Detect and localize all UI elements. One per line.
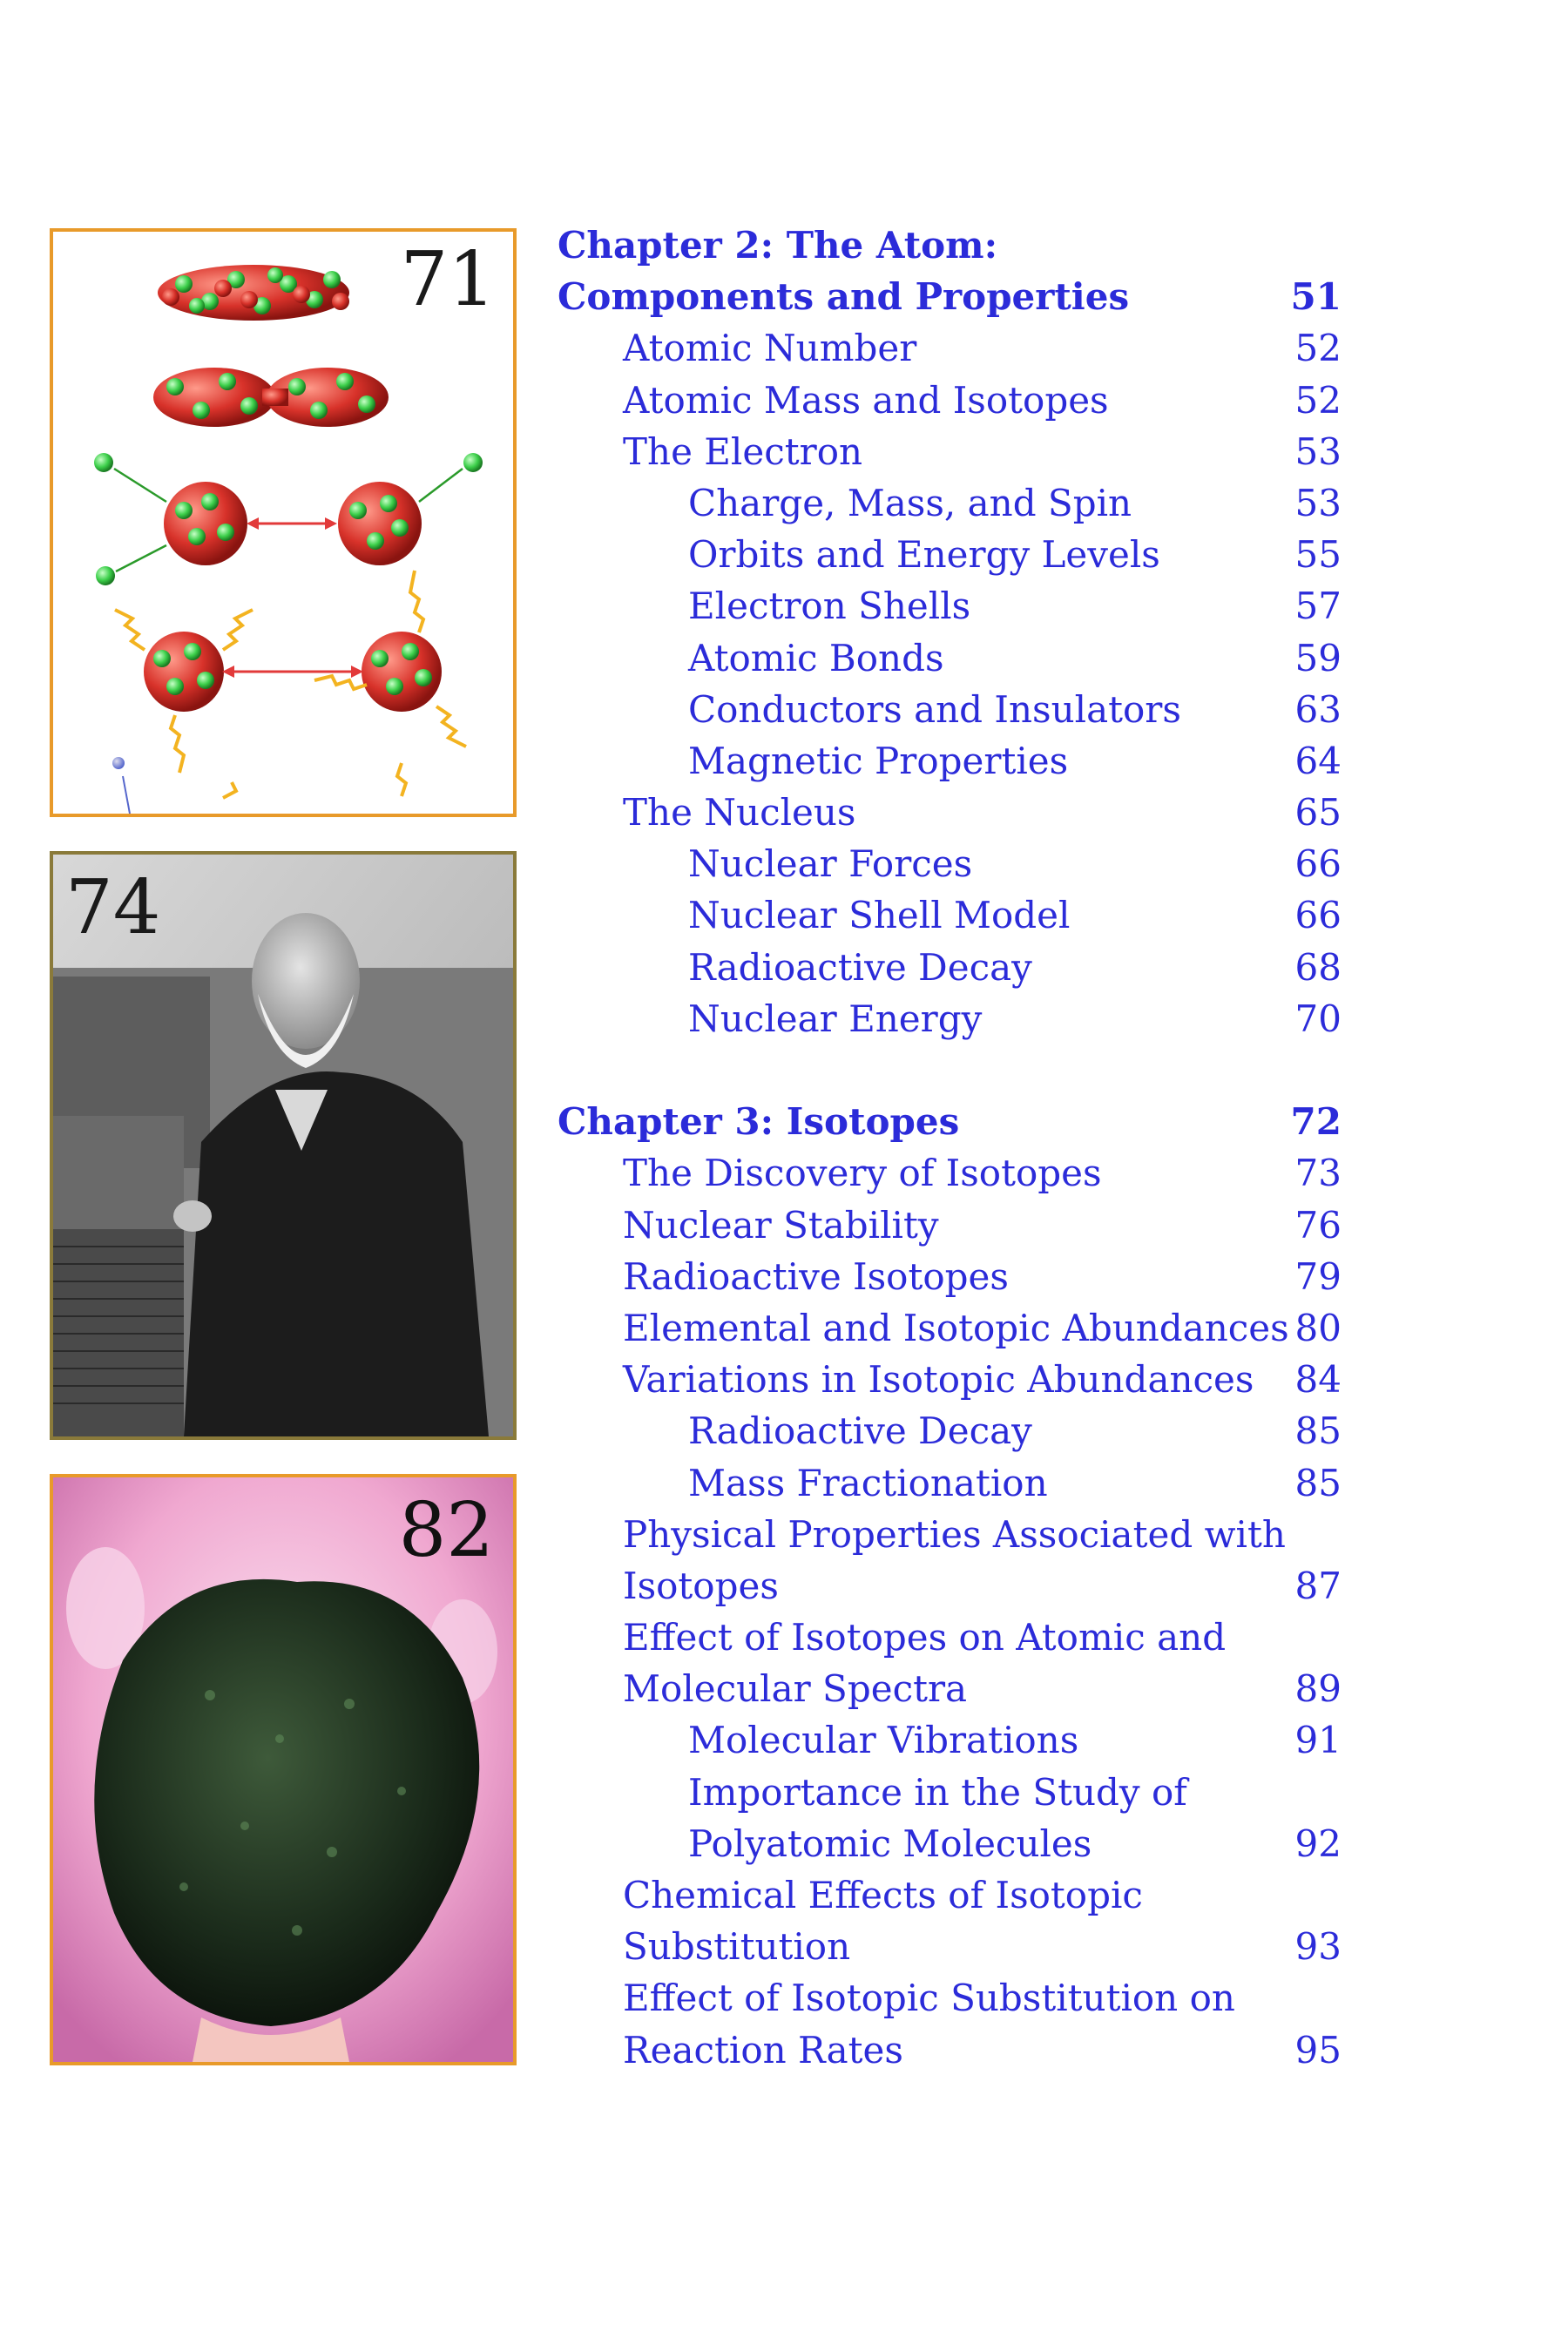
entry-title: Effect of Isotopic Substitution on (623, 1977, 1235, 2020)
page-number: 55 (1294, 533, 1342, 577)
figure-number: 74 (65, 864, 161, 951)
entry-title: Nuclear Shell Model (688, 894, 1071, 937)
page-number: 51 (1290, 275, 1342, 319)
page-number: 63 (1294, 687, 1342, 731)
entry-title: Magnetic Properties (688, 739, 1069, 782)
entry-title: Reaction Rates (623, 2028, 903, 2072)
toc-entry[interactable] (558, 838, 1342, 889)
page-number: 53 (1294, 429, 1342, 473)
page-number: 66 (1294, 894, 1342, 937)
page-number: 52 (1294, 327, 1342, 370)
chapter-title: Components and Properties (558, 275, 1130, 319)
chapter-heading[interactable] (558, 1096, 1342, 1147)
toc-entry[interactable] (558, 1972, 1342, 2024)
entry-title: Mass Fractionation (688, 1461, 1048, 1504)
jacket (184, 1071, 489, 1436)
entry-title: Importance in the Study of (688, 1770, 1187, 1814)
nucleus-splitting (153, 368, 389, 427)
entry-title: Orbits and Energy Levels (688, 533, 1160, 577)
entry-title: Atomic Mass and Isotopes (623, 378, 1109, 422)
page-number: 70 (1294, 997, 1342, 1040)
entry-title: Conductors and Insulators (688, 687, 1181, 731)
entry-title: Effect of Isotopes on Atomic and (623, 1616, 1227, 1659)
entry-title: Polyatomic Molecules (688, 1821, 1092, 1865)
page-number: 95 (1294, 2028, 1342, 2072)
page-number: 87 (1294, 1564, 1342, 1607)
toc-entry[interactable] (558, 1818, 1342, 1869)
toc-entry[interactable] (558, 1560, 1342, 1612)
page-number: 52 (1294, 378, 1342, 422)
page-number: 72 (1290, 1100, 1342, 1144)
toc-entry[interactable] (558, 1612, 1342, 1663)
toc-entry[interactable] (558, 889, 1342, 941)
entry-title: The Discovery of Isotopes (623, 1152, 1102, 1195)
entry-title: Radioactive Decay (688, 945, 1032, 989)
entry-title: The Nucleus (623, 791, 856, 835)
page-number: 85 (1294, 1409, 1342, 1453)
entry-title: Physical Properties Associated with (623, 1512, 1286, 1556)
chapter-title: Chapter 2: The Atom: (558, 224, 998, 267)
toc-entry[interactable] (558, 684, 1342, 735)
entry-title: Radioactive Isotopes (623, 1254, 1009, 1298)
toc-entry[interactable] (558, 322, 1342, 374)
toc-entry[interactable] (558, 1251, 1342, 1302)
page-number: 59 (1294, 636, 1342, 679)
nucleus-elongated (158, 265, 349, 321)
decay-fragments (112, 571, 466, 814)
toc-entry[interactable] (558, 735, 1342, 787)
page-number: 89 (1294, 1667, 1342, 1711)
toc-entry[interactable] (558, 529, 1342, 580)
page-number: 73 (1294, 1152, 1342, 1195)
toc-entry[interactable] (558, 942, 1342, 993)
entry-title: Radioactive Decay (688, 1409, 1032, 1453)
page-number: 66 (1294, 842, 1342, 886)
table-of-contents (558, 220, 1342, 2076)
toc-entry[interactable] (558, 477, 1342, 529)
toc-entry[interactable] (558, 580, 1342, 632)
entry-title: Nuclear Stability (623, 1203, 939, 1247)
page-number: 65 (1294, 791, 1342, 835)
toc-entry[interactable] (558, 1200, 1342, 1251)
toc-entry[interactable] (558, 1714, 1342, 1766)
entry-title: Substitution (623, 1925, 851, 1969)
chapter-heading[interactable] (558, 220, 1342, 271)
toc-entry[interactable] (558, 1354, 1342, 1405)
figure-82-mineral (50, 1474, 517, 2065)
entry-title: Nuclear Forces (688, 842, 973, 886)
page-number: 85 (1294, 1461, 1342, 1504)
toc-entry[interactable] (558, 1147, 1342, 1199)
page-number: 53 (1294, 481, 1342, 524)
toc-entry[interactable] (558, 375, 1342, 426)
section-spacer (558, 1044, 1342, 1096)
entry-title: Atomic Bonds (688, 636, 944, 679)
entry-title: Charge, Mass, and Spin (688, 481, 1132, 524)
figure-74-portrait (50, 851, 517, 1440)
toc-entry[interactable] (558, 1405, 1342, 1456)
entry-title: Atomic Number (623, 327, 917, 370)
entry-title: Nuclear Energy (688, 997, 983, 1040)
page-number: 92 (1294, 1821, 1342, 1865)
figure-number: 71 (400, 236, 496, 323)
toc-entry[interactable] (558, 1663, 1342, 1714)
toc-entry[interactable] (558, 1767, 1342, 1818)
figure-number: 82 (398, 1487, 494, 1574)
toc-entry[interactable] (558, 1921, 1342, 1972)
entry-title: Molecular Vibrations (688, 1719, 1079, 1762)
page-number: 57 (1294, 585, 1342, 628)
entry-title: Variations in Isotopic Abundances (623, 1358, 1254, 1402)
entry-title: Elemental and Isotopic Abundances (623, 1306, 1289, 1349)
page-number: 79 (1294, 1254, 1342, 1298)
toc-entry[interactable] (558, 993, 1342, 1044)
page-number: 64 (1294, 739, 1342, 782)
entry-title: The Electron (623, 429, 863, 473)
toc-entry[interactable] (558, 2024, 1342, 2076)
toc-entry[interactable] (558, 426, 1342, 477)
page-number: 76 (1294, 1203, 1342, 1247)
page-number: 84 (1294, 1358, 1342, 1402)
toc-entry[interactable] (558, 632, 1342, 684)
entry-title: Molecular Spectra (623, 1667, 968, 1711)
toc-entry[interactable] (558, 1869, 1342, 1921)
toc-entry[interactable] (558, 787, 1342, 838)
toc-entry[interactable] (558, 1302, 1342, 1354)
entry-title: Isotopes (623, 1564, 779, 1607)
toc-entry[interactable] (558, 1509, 1342, 1560)
entry-title: Electron Shells (688, 585, 971, 628)
entry-title: Chemical Effects of Isotopic (623, 1874, 1143, 1916)
chapter-title: Chapter 3: Isotopes (558, 1100, 960, 1144)
page-number: 93 (1294, 1925, 1342, 1969)
page-number: 68 (1294, 945, 1342, 989)
fission-fragments (94, 453, 483, 585)
toc-entry[interactable] (558, 1457, 1342, 1509)
chapter-heading[interactable] (558, 271, 1342, 322)
page-number: 91 (1294, 1719, 1342, 1762)
figure-71-fission-diagram (50, 228, 517, 817)
instrument-box (53, 1116, 184, 1238)
face (252, 913, 360, 1049)
page-number: 80 (1294, 1306, 1342, 1349)
